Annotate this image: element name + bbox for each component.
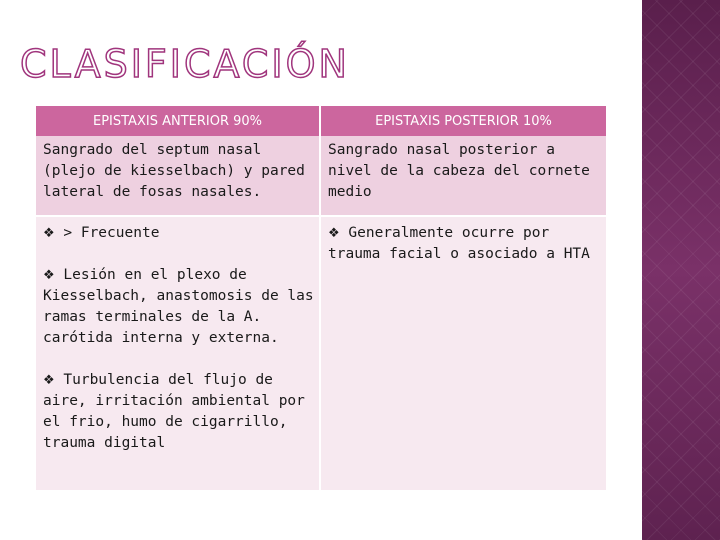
slide-title: CLASIFICACIÓN [20,42,350,86]
bullet-text: Generalmente ocurre por trauma facial o asociado a HTA [328,225,590,262]
classification-table [36,106,606,490]
diamond-bullet-icon: ❖ [43,226,55,241]
bullet-text: Turbulencia del flujo de aire, irritación ambiental por el frio, humo de cigarrillo, trauma digital [43,372,305,451]
posterior-bullets-cell [320,216,606,490]
table-row [36,216,606,490]
list-item [43,370,315,454]
diamond-bullet-icon: ❖ [43,268,55,283]
anterior-description: Sangrado del septum nasal (plejo de kiesselbach) y pared lateral de fosas nasales. [36,136,320,216]
header-row [36,106,606,136]
header-anterior: EPISTAXIS ANTERIOR 90% [36,106,320,136]
diamond-bullet-icon: ❖ [328,226,340,241]
header-posterior: EPISTAXIS POSTERIOR 10% [320,106,606,136]
table-row [36,136,606,216]
list-item [328,223,602,265]
decorative-sidebar [642,0,720,540]
bullet-text: Lesión en el plexo de Kiesselbach, anastomosis de las ramas terminales de la A. carótida interna y externa. [43,267,314,346]
list-item [43,223,315,244]
posterior-description: Sangrado nasal posterior a nivel de la cabeza del cornete medio [320,136,606,216]
diamond-bullet-icon: ❖ [43,373,55,388]
list-item [43,265,315,349]
anterior-bullets-cell [36,216,320,490]
bullet-text: > Frecuente [63,225,160,241]
